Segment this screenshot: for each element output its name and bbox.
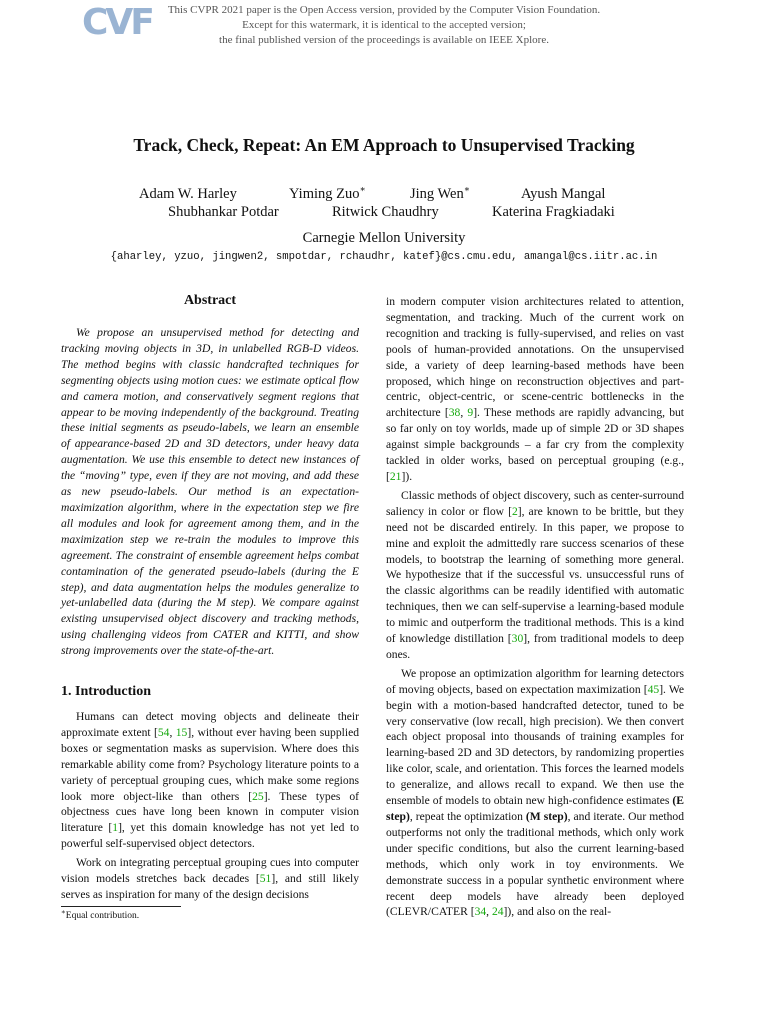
citation-link[interactable]: 25: [252, 789, 264, 803]
text-run: ,: [169, 725, 176, 739]
author-wen-name: Jing Wen: [410, 186, 464, 202]
right-column-body: [386, 294, 684, 920]
text-run: ], yet this domain knowledge has not yet led to powerful self-supervised object detectors.: [61, 821, 359, 851]
right-paragraph-1: [386, 294, 684, 485]
text-run: , and iterate. Our method outperforms not only the traditional methods, which only work under specific conditions, but also the current learning-based methods, which only work in toy environments. We demonstrate success in a popular synthetic environment where recent deep models have already been deployed (CLEVR/CATER [: [386, 810, 685, 919]
author-zuo-name: Yiming Zuo: [289, 186, 360, 202]
text-run: ], without ever having been supplied boxes or segmentation masks as supervision. Where does this remarkable ability come from? Psychology literature points to a variety of perceptual grouping cues, which make some regions look more object-like than others [: [61, 725, 360, 803]
text-run: , repeat the optimization: [409, 810, 526, 823]
footnote-text: Equal contribution.: [65, 911, 140, 922]
e-step-emphasis: (E step): [386, 794, 684, 823]
banner-line-3: the final published version of the proceedings is available on IEEE Xplore.: [219, 34, 549, 46]
banner-line-1: This CVPR 2021 paper is the Open Access version, provided by the Computer Vision Foundation.: [167, 4, 601, 16]
text-run: Humans can detect moving objects and delineate their approximate extent [: [61, 710, 359, 739]
citation-link[interactable]: 34: [474, 905, 487, 919]
right-paragraph-2: [386, 488, 684, 663]
author-zuo-mark: ∗: [359, 184, 366, 195]
footnote: [61, 908, 139, 921]
cvf-logo: CVF: [82, 2, 152, 43]
text-run: We propose an optimization algorithm for learning detectors of moving objects, based on expectation maximization [: [386, 666, 684, 696]
author-emails: {aharley, yzuo, jingwen2, smpotdar, rchaudhr, katef}@cs.cmu.edu, amangal@cs.iitr.ac.in: [110, 251, 658, 263]
author-fragkiadaki: Katerina Fragkiadaki: [492, 204, 615, 220]
text-run: ], from traditional models to deep ones.: [386, 632, 684, 661]
text-run: ], are known to be brittle, but they need not be discarded entirely. In this paper, we propose to mine and exploit the admittedly rare success scenarios of these models, to bootstrap the learning of something more general. We hypothesize that if the successful vs. unsuccessful runs of the classic algorithms can be readily identified with automatic techniques, then we can self-supervise a learning-based module to mimic and outperform the traditional methods. This is a kind of knowledge distillation [: [386, 504, 684, 646]
author-harley: Adam W. Harley: [139, 186, 237, 202]
text-run: in modern computer vision architectures related to attention, segmentation, and tracking. Much of the current work on recognition and tracking is fully-supervised, and relies on vast pools of human-provided annotations. On the unsupervised side, a variety of deep learning-based methods have been proposed, which hinge on reconstruction objectives and part-centric, object-centric, or scene-centric bottlenecks in the architecture [: [386, 295, 684, 420]
introduction-body: [61, 709, 359, 903]
abstract-heading: Abstract: [183, 293, 237, 308]
footnote-mark: ∗: [61, 908, 66, 916]
author-potdar: Shubhankar Potdar: [168, 204, 279, 220]
text-run: ], and still likely serves as inspiration for many of the design decisions: [61, 872, 359, 901]
footnote-rule: [61, 906, 181, 907]
paper-title: Track, Check, Repeat: An EM Approach to Unsupervised Tracking: [133, 135, 635, 155]
m-step-emphasis: (M step): [525, 810, 568, 823]
text-run: ,: [460, 406, 468, 420]
right-paragraph-3: [386, 666, 684, 921]
citation-link[interactable]: 1: [112, 821, 119, 835]
author-wen-mark: ∗: [463, 184, 470, 195]
citation-link[interactable]: 24: [491, 905, 504, 919]
citation-link[interactable]: 9: [467, 406, 474, 420]
text-run: Classic methods of object discovery, such as center-surround saliency in color or flow [: [386, 488, 684, 518]
text-run: ]. These types of objectness cues have long been known in computer vision literature [: [61, 789, 360, 835]
abstract-body: [61, 325, 359, 659]
author-mangal: Ayush Mangal: [521, 186, 606, 202]
citation-link[interactable]: 2: [511, 504, 518, 518]
text-run: ]. We begin with a motion-based handcrafted detector, tuned to be very conservative (low recall, high precision). We then convert each object proposal into thousands of training examples for learning-based 2D and 3D detectors, by randomizing properties like color, scale, and orientation. This forces the learned models to generalize, and allows recall to expand. We then use the ensemble of models to obtain new high-confidence estimates: [386, 682, 685, 808]
open-access-banner: [150, 3, 618, 48]
text-run: ]).: [401, 469, 413, 483]
text-run: ]. These methods are rapidly advancing, but so far only on toy worlds, made up of simple 2D or 3D shapes against simple backgrounds – a far cry from the complexity tackled in older works, based on perceptual grouping (e.g., [: [386, 406, 685, 483]
text-run: ]), and also on the real-: [503, 905, 612, 919]
citation-link[interactable]: 15: [175, 725, 188, 739]
citation-link[interactable]: 30: [511, 632, 524, 646]
affiliation: Carnegie Mellon University: [302, 230, 466, 246]
text-run: ,: [486, 905, 492, 919]
citation-link[interactable]: 21: [389, 469, 402, 483]
intro-paragraph-2: [61, 855, 359, 903]
citation-link[interactable]: 51: [259, 872, 272, 886]
citation-link[interactable]: 45: [647, 682, 660, 696]
banner-line-2: Except for this watermark, it is identical to the accepted version;: [242, 19, 526, 31]
author-wen: [410, 186, 470, 203]
text-run: Work on integrating perceptual grouping cues into computer vision models stretches back decades [: [61, 856, 359, 886]
author-zuo: [289, 186, 366, 203]
introduction-heading: 1. Introduction: [61, 684, 151, 699]
abstract-text: We propose an unsupervised method for detecting and tracking moving objects in 3D, in unlabelled RGB-D videos. The method begins with classic handcrafted techniques for segmenting objects using motion cues: we estimate optical flow and camera motion, and conservatively segment regions that appear to be moving independently of the background. Treating these initial segments as pseudo-labels, we learn an ensemble of appearance-based 2D and 3D detectors, under heavy data augmentation. We use this ensemble to detect new instances of the “moving” type, even if they are not moving, and add these as new pseudo-labels. Our method is an expectation-maximization algorithm, where in the expectation step we fire all modules and look for agreement among them, and in the maximization step we re-train the modules to improve this agreement. The constraint of ensemble agreement helps combat contamination of the generated pseudo-labels (during the E step), and data augmentation helps the modules generalize to yet-unlabelled data (during the M step). We compare against existing unsupervised object discovery and tracking methods, using challenging videos from CATER and KITTI, and show strong improvements over the state-of-the-art.: [61, 326, 359, 658]
author-chaudhry: Ritwick Chaudhry: [332, 204, 439, 220]
intro-paragraph-1: [61, 709, 359, 852]
citation-link[interactable]: 38: [448, 406, 461, 420]
citation-link[interactable]: 54: [157, 725, 170, 739]
